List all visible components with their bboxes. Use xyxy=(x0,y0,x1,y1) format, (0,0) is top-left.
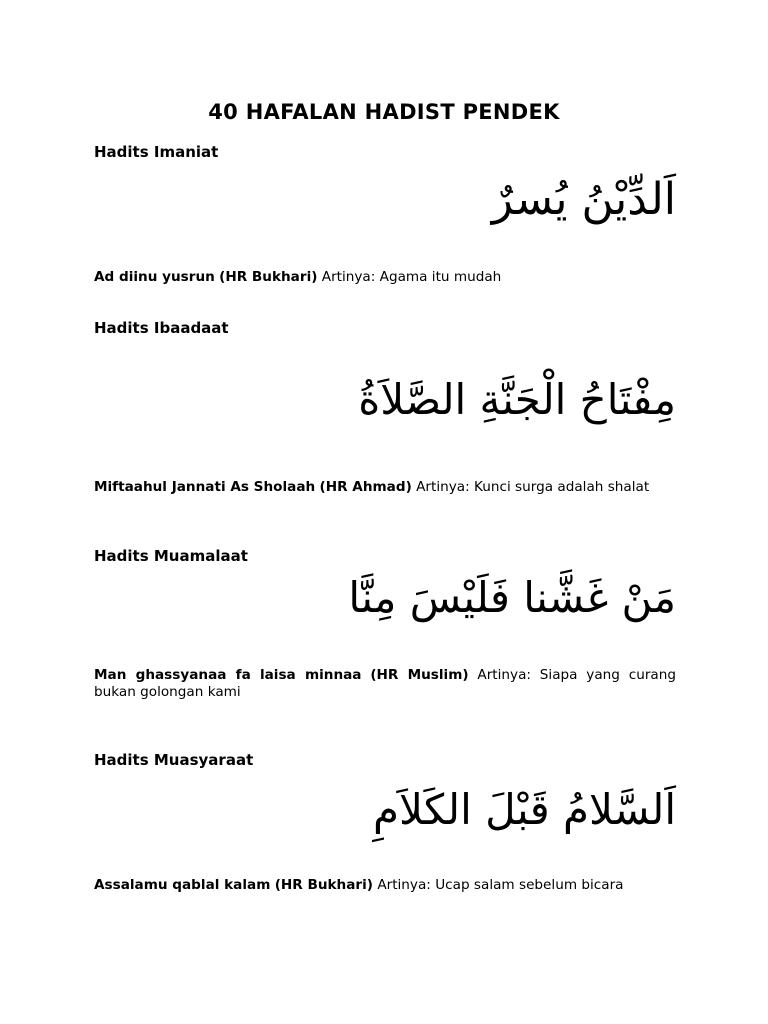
arabic-text-muamalaat: مَنْ غَشَّنا فَلَيْسَ مِنَّا xyxy=(348,573,676,622)
hadith-latin: Miftaahul Jannati As Sholaah xyxy=(94,479,316,495)
arabic-text-imaniat: اَلدِّيْنُ يُسرٌ xyxy=(491,174,676,225)
hadith-source: (HR Bukhari) xyxy=(274,877,373,893)
arabic-text-ibaadaat: مِفْتَاحُ الْجَنَّةِ الصَّلاَةُ xyxy=(358,375,676,424)
section-heading-muamalaat: Hadits Muamalaat xyxy=(94,547,248,565)
arabic-text-muasyaraat: اَلسَّلامُ قَبْلَ الكَلاَمِ xyxy=(373,785,676,834)
section-heading-ibaadaat: Hadits Ibaadaat xyxy=(94,319,229,337)
hadith-source: (HR Ahmad) xyxy=(319,479,412,495)
hadith-meaning: Artinya: Siapa yang curang bukan golongan kami xyxy=(94,667,676,700)
hadith-meaning: Artinya: Kunci surga adalah shalat xyxy=(416,479,650,495)
page-title: 40 HAFALAN HADIST PENDEK xyxy=(208,100,560,124)
section-heading-muasyaraat: Hadits Muasyaraat xyxy=(94,751,254,769)
hadith-source: (HR Muslim) xyxy=(370,667,469,683)
hadith-latin: Assalamu qablal kalam xyxy=(94,877,271,893)
hadith-paragraph-muasyaraat xyxy=(94,877,676,894)
hadith-meaning: Artinya: Ucap salam sebelum bicara xyxy=(377,877,624,893)
hadith-meaning: Artinya: Agama itu mudah xyxy=(321,269,502,285)
hadith-paragraph-muamalaat xyxy=(94,667,676,701)
hadith-latin: Man ghassyanaa fa laisa minnaa xyxy=(94,667,362,683)
hadith-latin: Ad diinu yusrun xyxy=(94,269,215,285)
hadith-paragraph-ibaadaat xyxy=(94,479,676,496)
hadith-paragraph-imaniat xyxy=(94,269,676,286)
hadith-source: (HR Bukhari) xyxy=(219,269,318,285)
section-heading-imaniat: Hadits Imaniat xyxy=(94,143,219,161)
